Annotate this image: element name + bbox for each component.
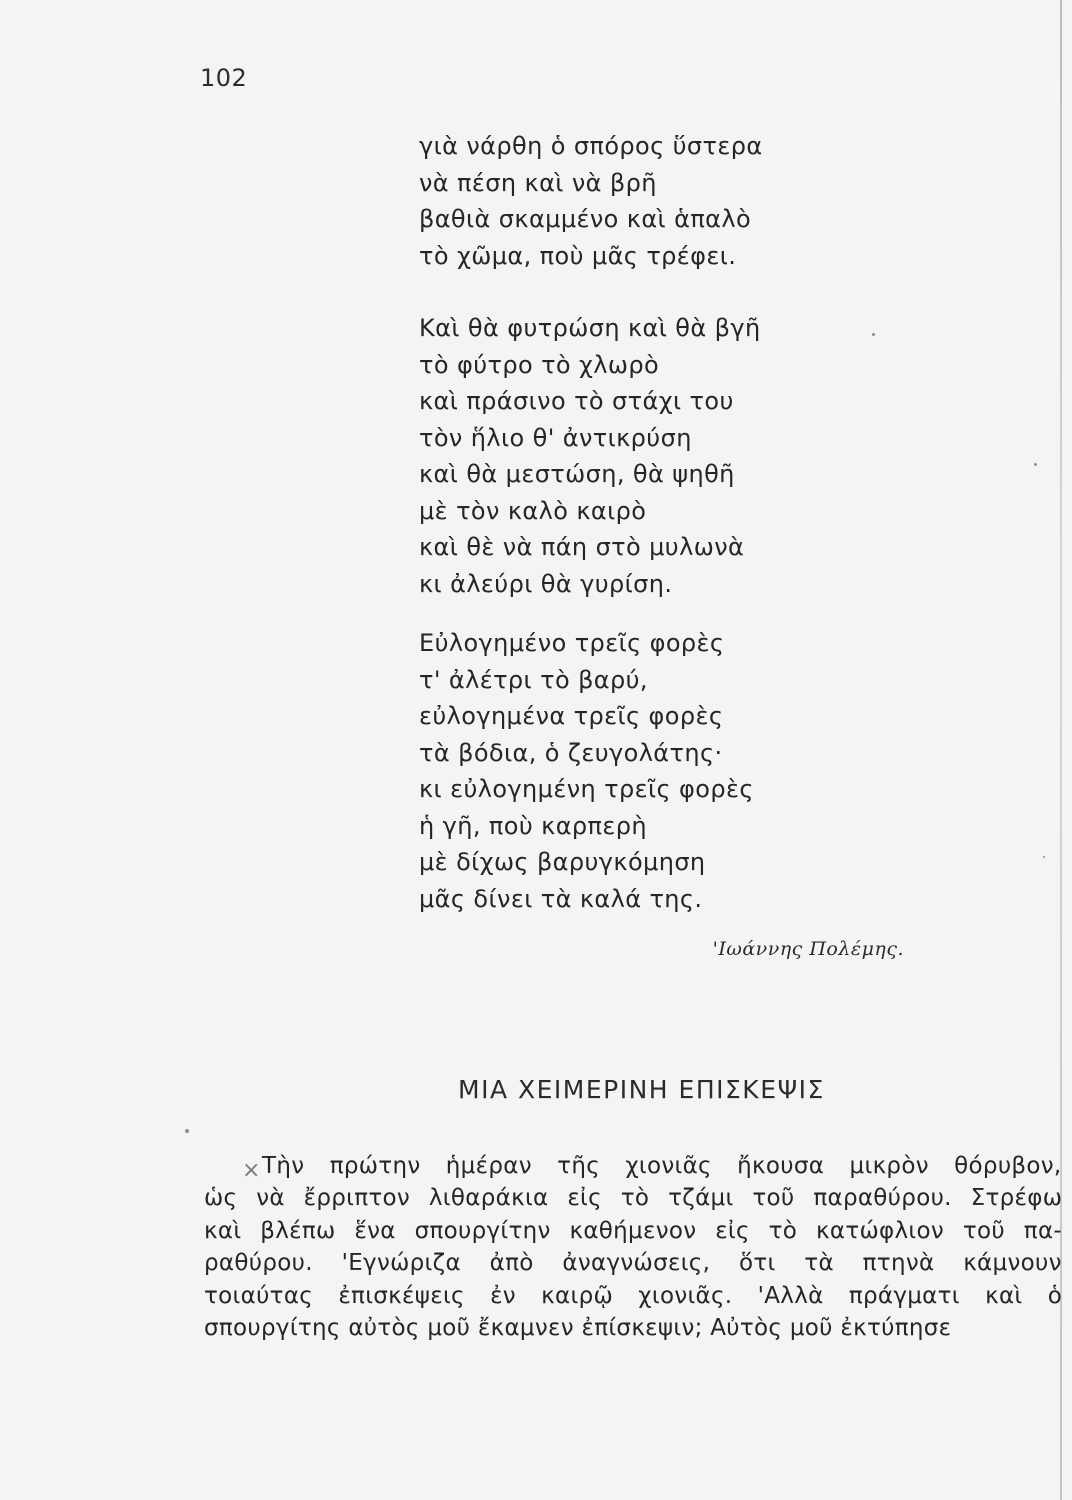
poem-line: μᾶς δίνει τὰ καλά της. (419, 884, 703, 913)
poem-stanza-1 (419, 128, 763, 274)
paper-speck (872, 333, 875, 336)
poem-line: τὸν ἥλιο θ' ἀντικρύση (419, 423, 692, 452)
article-line (204, 1150, 1062, 1182)
article-line (204, 1215, 1062, 1247)
pencil-mark-icon: × (242, 1158, 261, 1183)
article-line-text: ραθύρου. 'Εγνώριζα ἀπὸ ἀναγνώσεις, ὅτι τὰ πτηνὰ κάμνουν (204, 1250, 1062, 1277)
article-line (204, 1247, 1062, 1279)
poem-line: καὶ θὲ νὰ πάη στὸ μυλωνὰ (419, 533, 745, 561)
poem-line: τὸ φύτρο τὸ χλωρὸ (419, 350, 660, 379)
poem-author-signature: 'Ιωάννης Πολέμης. (712, 938, 904, 960)
article-line (204, 1182, 1062, 1214)
article-line (204, 1312, 1062, 1344)
poem-line: τὸ χῶμα, ποὺ μᾶς τρέφει. (419, 241, 737, 270)
article-line-text: καὶ βλέπω ἕνα σπουργίτην καθήμενον εἰς τὸ κατώφλιον τοῦ πα- (204, 1217, 1063, 1244)
poem-line: γιὰ νάρθη ὁ σπόρος ὕστερα (419, 132, 763, 160)
paper-speck (1034, 463, 1037, 466)
poem-line: νὰ πέση καὶ νὰ βρῆ (419, 168, 657, 197)
poem-line: βαθιὰ σκαμμένο καὶ ἁπαλὸ (419, 205, 752, 233)
poem-line: ἡ γῆ, ποὺ καρπερὴ (419, 811, 648, 840)
poem-stanza-2 (419, 310, 761, 602)
poem-line: καὶ θὰ μεστώση, θὰ ψηθῆ (419, 460, 735, 488)
article-title: ΜΙΑ ΧΕΙΜΕΡΙΝΗ ΕΠΙΣΚΕΨΙΣ (458, 1075, 825, 1104)
poem-line: τ' ἀλέτρι τὸ βαρύ, (419, 665, 648, 694)
article-line (204, 1280, 1062, 1312)
poem-line: Καὶ θὰ φυτρώση καὶ θὰ βγῆ (419, 314, 761, 342)
article-line-text: Τὴν πρώτην ἡμέραν τῆς χιονιᾶς ἤκουσα μικρὸν θόρυβον, (262, 1153, 1062, 1179)
paper-speck (185, 1129, 189, 1133)
article-line-text: σπουργίτης αὐτὸς μοῦ ἔκαμνεν ἐπίσκεψιν; Αὐτὸς μοῦ ἐκτύπησε (204, 1315, 952, 1342)
poem-line: τὰ βόδια, ὁ ζευγολάτης· (419, 738, 723, 767)
paper-speck (1043, 856, 1045, 858)
article-body (204, 1150, 1062, 1344)
poem-line: κι εὐλογημένη τρεῖς φορὲς (419, 775, 754, 803)
poem-line: Εὐλογημένο τρεῖς φορὲς (419, 629, 725, 657)
poem-line: εὐλογημένα τρεῖς φορὲς (419, 702, 724, 730)
poem-line: κι ἀλεύρι θὰ γυρίση. (419, 569, 673, 598)
poem-line: μὲ τὸν καλὸ καιρὸ (419, 496, 647, 525)
poem-stanza-3 (419, 625, 754, 917)
page-number: 102 (200, 64, 248, 92)
article-line-text: τοιαύτας ἐπισκέψεις ἐν καιρῷ χιονιᾶς. 'Αλλὰ πράγματι καὶ ὁ (204, 1282, 1063, 1309)
poem-line: καὶ πράσινο τὸ στάχι του (419, 387, 734, 415)
poem-line: μὲ δίχως βαρυγκόμηση (419, 848, 706, 876)
article-line-text: ὡς νὰ ἔρριπτον λιθαράκια εἰς τὸ τζάμι τοῦ παραθύρου. Στρέφω (204, 1185, 1063, 1212)
